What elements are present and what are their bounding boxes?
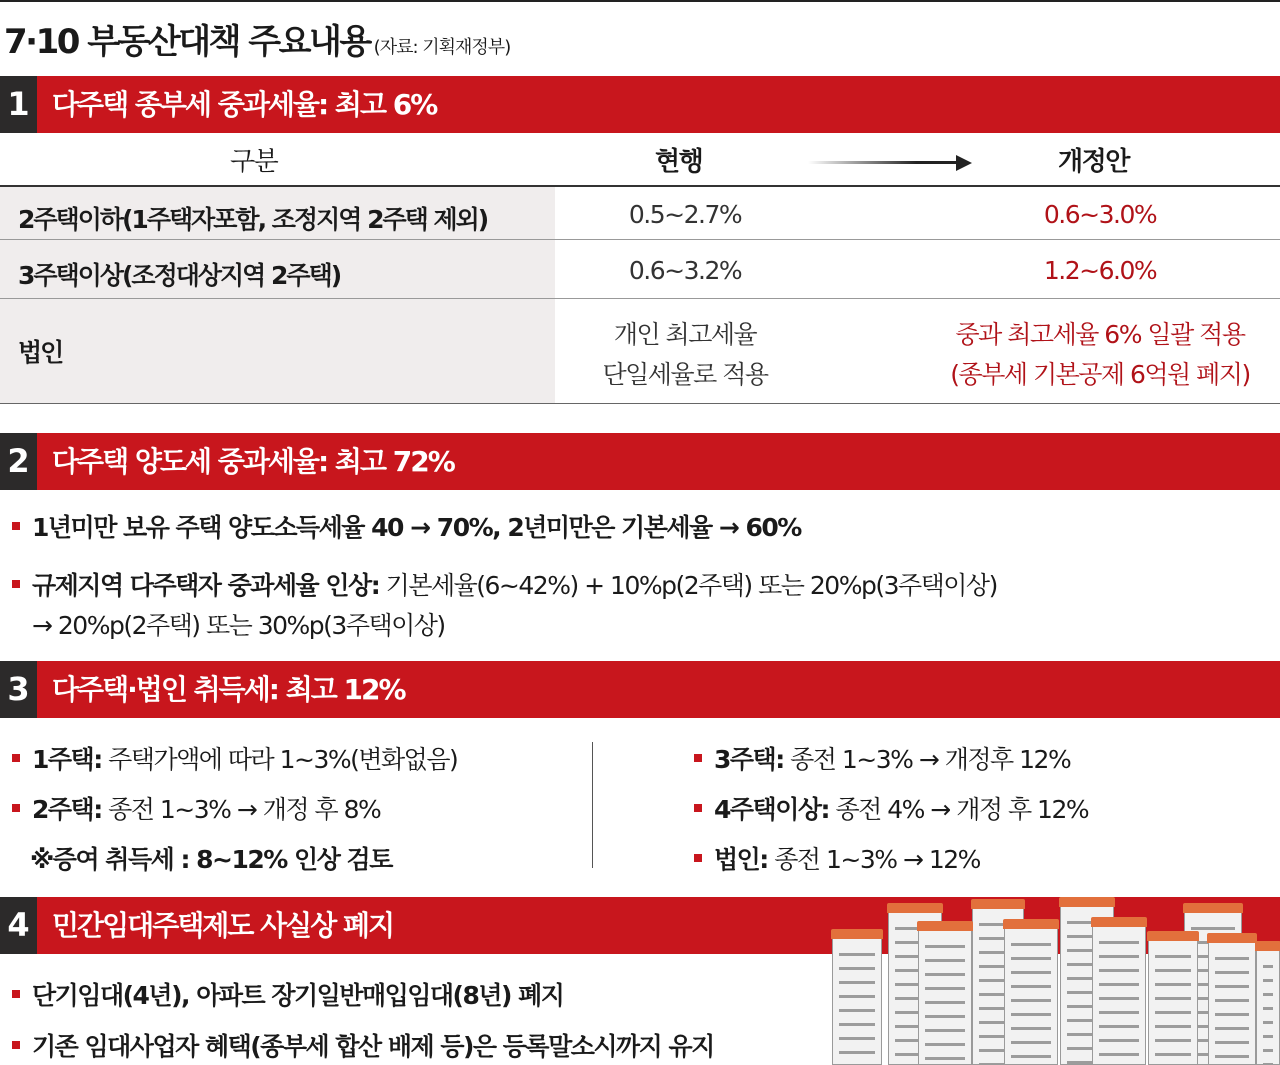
- bullet-icon: [694, 804, 702, 812]
- bullet-icon: [694, 854, 702, 862]
- section-number: 3: [0, 661, 37, 718]
- section-2-header: [0, 433, 1280, 490]
- revised-value-line1: 중과 최고세율 6% 일괄 적용: [955, 320, 1245, 349]
- section-1-header: [0, 76, 1280, 133]
- row-label: 2주택이하(1주택자포함, 조정지역 2주택 제외): [18, 205, 488, 234]
- table-row: [0, 187, 1280, 240]
- list-item: [12, 508, 801, 544]
- row-label: 3주택이상(조정대상지역 2주택): [18, 261, 341, 290]
- row-label-cell: [0, 299, 555, 403]
- list-item: [694, 740, 1070, 776]
- building-icon: [918, 930, 972, 1065]
- building-icon: [1004, 928, 1058, 1065]
- column-header-current: 현행: [655, 147, 703, 177]
- bullet-text: 종전 1~3% → 12%: [774, 845, 980, 874]
- section-title: 민간임대주택제도 사실상 폐지: [52, 909, 394, 942]
- bullet-text: 종전 1~3% → 개정 후 8%: [108, 795, 381, 824]
- section-title: 다주택 종부세 중과세율: 최고 6%: [52, 88, 437, 121]
- table-row: [0, 299, 1280, 404]
- building-icon: [1208, 942, 1256, 1065]
- bullet-text-bold: 3주택:: [714, 745, 784, 774]
- section-title: 다주택 양도세 중과세율: 최고 72%: [52, 445, 454, 478]
- header: [4, 14, 510, 63]
- bullet-text: 종전 1~3% → 개정후 12%: [790, 745, 1071, 774]
- revised-value: 1.2~6.0%: [1043, 256, 1157, 285]
- section-number: 2: [0, 433, 37, 490]
- list-item: [694, 840, 980, 876]
- building-icon: [1256, 950, 1280, 1065]
- source-note: (자료: 기획재정부): [373, 37, 511, 58]
- current-value: 0.6~3.2%: [628, 256, 742, 285]
- page-title: 7·10 부동산대책 주요내용: [4, 22, 370, 62]
- bullet-text-bold: 2주택:: [32, 795, 102, 824]
- section-number: 4: [0, 897, 37, 954]
- current-value-line1: 개인 최고세율: [613, 320, 757, 349]
- bullet-text: 주택가액에 따라 1~3%(변화없음): [108, 745, 458, 774]
- bullet-text-bold: 1주택:: [32, 745, 102, 774]
- column-divider: [592, 742, 593, 868]
- bullet-icon: [12, 1041, 20, 1049]
- current-value: 0.5~2.7%: [628, 200, 742, 229]
- bullet-text: 1년미만 보유 주택 양도소득세율 40 → 70%, 2년미만은 기본세율 → 60%: [32, 513, 801, 542]
- bullet-icon: [12, 522, 20, 530]
- list-item: [694, 790, 1088, 826]
- list-item: [12, 790, 380, 826]
- section-title: 다주택·법인 취득세: 최고 12%: [52, 673, 405, 706]
- table-row: [0, 240, 1280, 299]
- bullet-icon: [12, 804, 20, 812]
- column-header-category: 구분: [230, 147, 278, 177]
- building-icon: [1148, 940, 1198, 1065]
- arrow-right-icon: [956, 155, 972, 171]
- top-rule: [0, 0, 1280, 2]
- note-text: ※증여 취득세 : 8~12% 인상 검토: [30, 845, 392, 874]
- bullet-icon: [12, 580, 20, 588]
- list-item: [12, 566, 997, 602]
- list-item-continuation: → 20%p(2주택) 또는 30%p(3주택이상): [32, 611, 445, 640]
- section-number: 1: [0, 76, 37, 133]
- arrow-line: [808, 161, 963, 164]
- bullet-text-bold: 4주택이상:: [714, 795, 829, 824]
- current-value-line2: 단일세율로 적용: [602, 360, 768, 389]
- bullet-icon: [694, 754, 702, 762]
- bullet-text-bold: 규제지역 다주택자 중과세율 인상:: [32, 571, 380, 600]
- bullet-text: 단기임대(4년), 아파트 장기일반매입임대(8년) 폐지: [32, 981, 564, 1010]
- bullet-text: 종전 4% → 개정 후 12%: [835, 795, 1089, 824]
- bullet-icon: [12, 990, 20, 998]
- list-item: [12, 740, 457, 776]
- column-header-revised: 개정안: [1058, 147, 1129, 177]
- building-icon: [832, 938, 882, 1065]
- revised-value-line2: (종부세 기본공제 6억원 폐지): [950, 360, 1250, 389]
- section-3-header: [0, 661, 1280, 718]
- bullet-icon: [12, 754, 20, 762]
- list-item: [12, 976, 563, 1012]
- row-label: 법인: [18, 338, 63, 367]
- bullet-text: 기존 임대사업자 혜택(종부세 합산 배제 등)은 등록말소시까지 유지: [32, 1032, 714, 1061]
- bullet-text: 기본세율(6~42%) + 10%p(2주택) 또는 20%p(3주택이상): [385, 571, 997, 600]
- bullet-text-bold: 법인:: [714, 845, 768, 874]
- revised-value: 0.6~3.0%: [1043, 200, 1157, 229]
- building-icon: [1092, 926, 1146, 1065]
- list-item: [12, 1027, 714, 1063]
- table-header: [0, 133, 1280, 187]
